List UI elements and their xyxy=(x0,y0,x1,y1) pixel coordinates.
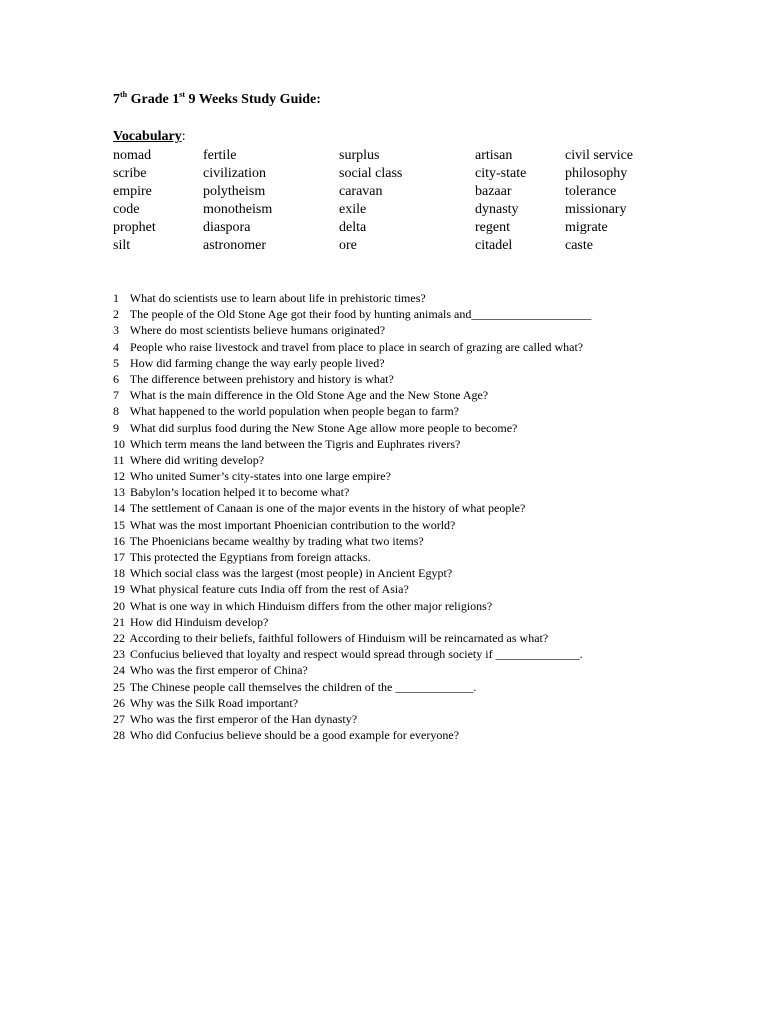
question-item xyxy=(113,403,591,419)
question-item xyxy=(113,371,591,387)
question-number: 3 xyxy=(113,323,119,338)
question-text: Why was the Silk Road important? xyxy=(127,695,299,710)
question-text: Where do most scientists believe humans originated? xyxy=(127,323,386,338)
vocab-term: regent xyxy=(475,220,510,235)
question-text: How did farming change the way early people lived? xyxy=(127,355,385,370)
question-number: 25 xyxy=(113,679,125,694)
question-number: 4 xyxy=(113,339,119,354)
question-item xyxy=(113,565,591,581)
vocab-term: caravan xyxy=(339,184,383,199)
vocab-term: code xyxy=(113,202,140,217)
question-number: 5 xyxy=(113,355,119,370)
question-text: According to their beliefs, faithful followers of Hinduism will be reincarnated as what? xyxy=(127,630,549,645)
question-item xyxy=(113,662,591,678)
vocab-term: missionary xyxy=(565,202,627,217)
title-term-superscript: st xyxy=(179,90,186,99)
vocab-term: polytheism xyxy=(203,184,266,199)
question-number: 12 xyxy=(113,469,125,484)
question-text: Who was the first emperor of China? xyxy=(127,663,308,678)
question-text: The Chinese people call themselves the children of the _____________. xyxy=(127,679,477,694)
question-list xyxy=(113,290,591,743)
question-text: Which social class was the largest (most people) in Ancient Egypt? xyxy=(127,566,453,581)
question-number: 21 xyxy=(113,614,125,629)
vocab-term: empire xyxy=(113,184,152,199)
question-item xyxy=(113,711,591,727)
vocab-term: citadel xyxy=(475,238,513,253)
vocab-term: dynasty xyxy=(475,202,519,217)
vocab-term: prophet xyxy=(113,220,156,235)
question-text: Confucius believed that loyalty and respect would spread through society if ______________. xyxy=(127,647,583,662)
title-grade-superscript: th xyxy=(120,90,128,99)
question-item xyxy=(113,322,591,338)
question-number: 13 xyxy=(113,485,125,500)
question-text: Who united Sumer’s city-states into one large empire? xyxy=(127,469,391,484)
question-item xyxy=(113,484,591,500)
vocabulary-heading xyxy=(113,129,186,145)
vocab-term: civilization xyxy=(203,166,266,181)
vocab-term: monotheism xyxy=(203,202,273,217)
vocab-term: fertile xyxy=(203,148,237,163)
question-item xyxy=(113,306,591,322)
question-number: 15 xyxy=(113,517,125,532)
question-number: 23 xyxy=(113,647,125,662)
question-text: Where did writing develop? xyxy=(127,452,265,467)
vocab-term: caste xyxy=(565,238,593,253)
question-number: 17 xyxy=(113,550,125,564)
title-rest: 9 Weeks Study Guide: xyxy=(185,92,321,107)
question-item xyxy=(113,500,591,516)
vocabulary-grid xyxy=(113,147,675,255)
vocab-term: delta xyxy=(339,220,367,235)
vocab-term: artisan xyxy=(475,148,513,163)
question-item xyxy=(113,355,591,371)
question-item xyxy=(113,468,591,484)
question-text: What is one way in which Hinduism differs from the other major religions? xyxy=(127,598,493,613)
question-item xyxy=(113,420,591,436)
question-item xyxy=(113,630,591,646)
question-text: What was the most important Phoenician contribution to the world? xyxy=(127,517,456,532)
question-number: 19 xyxy=(113,582,125,597)
vocab-term: city-state xyxy=(475,166,527,181)
vocab-term: bazaar xyxy=(475,184,512,199)
title-grade-number: 7 xyxy=(113,92,120,107)
question-text: What physical feature cuts India off from the rest of Asia? xyxy=(127,582,409,597)
vocab-term: diaspora xyxy=(203,220,251,235)
question-text: This protected the Egyptians from foreign attacks. xyxy=(127,550,371,564)
vocab-term: migrate xyxy=(565,220,608,235)
question-number: 14 xyxy=(113,501,125,516)
question-item xyxy=(113,695,591,711)
question-text: Who did Confucius believe should be a good example for everyone? xyxy=(127,728,460,743)
question-text: The people of the Old Stone Age got their food by hunting animals and____________________ xyxy=(127,307,592,322)
question-item xyxy=(113,614,591,630)
vocabulary-heading-colon: : xyxy=(181,129,186,144)
question-text: People who raise livestock and travel from place to place in search of grazing are called what? xyxy=(127,339,584,354)
question-text: Who was the first emperor of the Han dynasty? xyxy=(127,711,358,726)
question-item xyxy=(113,452,591,468)
question-text: The Phoenicians became wealthy by trading what two items? xyxy=(127,533,424,548)
page-title xyxy=(113,92,321,108)
vocab-term: ore xyxy=(339,238,357,253)
vocab-term: surplus xyxy=(339,148,380,163)
question-number: 8 xyxy=(113,404,119,419)
question-text: What did surplus food during the New Stone Age allow more people to become? xyxy=(127,420,518,435)
question-text: What do scientists use to learn about life in prehistoric times? xyxy=(127,291,426,305)
question-item xyxy=(113,339,591,355)
question-text: How did Hinduism develop? xyxy=(127,614,269,629)
vocab-term: scribe xyxy=(113,166,147,181)
question-item xyxy=(113,436,591,452)
vocab-term: exile xyxy=(339,202,367,217)
question-number: 11 xyxy=(113,452,125,467)
question-text: The settlement of Canaan is one of the major events in the history of what people? xyxy=(127,501,526,516)
question-item xyxy=(113,290,591,306)
question-number: 10 xyxy=(113,436,125,451)
vocab-term: tolerance xyxy=(565,184,617,199)
vocab-term: social class xyxy=(339,166,403,181)
vocab-term: silt xyxy=(113,238,131,253)
question-text: What happened to the world population when people began to farm? xyxy=(127,404,460,419)
question-item xyxy=(113,533,591,549)
question-item xyxy=(113,387,591,403)
vocab-term: philosophy xyxy=(565,166,628,181)
question-number: 16 xyxy=(113,533,125,548)
question-text: Which term means the land between the Tigris and Euphrates rivers? xyxy=(127,436,461,451)
question-item xyxy=(113,598,591,614)
question-number: 7 xyxy=(113,388,119,403)
question-number: 24 xyxy=(113,663,125,678)
question-text: What is the main difference in the Old Stone Age and the New Stone Age? xyxy=(127,388,489,403)
question-number: 1 xyxy=(113,291,119,305)
question-item xyxy=(113,581,591,597)
question-number: 18 xyxy=(113,566,125,581)
question-number: 28 xyxy=(113,728,125,743)
question-item xyxy=(113,727,591,743)
vocab-term: nomad xyxy=(113,148,152,163)
question-item xyxy=(113,679,591,695)
question-number: 22 xyxy=(113,630,125,645)
question-number: 2 xyxy=(113,307,119,322)
question-number: 20 xyxy=(113,598,125,613)
title-grade-word: Grade 1 xyxy=(127,92,180,107)
question-number: 27 xyxy=(113,711,125,726)
question-number: 26 xyxy=(113,695,125,710)
question-number: 9 xyxy=(113,420,119,435)
vocab-term: astronomer xyxy=(203,238,266,253)
question-number: 6 xyxy=(113,371,119,386)
vocab-term: civil service xyxy=(565,148,634,163)
question-item xyxy=(113,549,591,565)
vocabulary-heading-label: Vocabulary xyxy=(113,129,182,144)
question-text: Babylon’s location helped it to become what? xyxy=(127,485,350,500)
question-item xyxy=(113,517,591,533)
question-text: The difference between prehistory and history is what? xyxy=(127,371,394,386)
question-item xyxy=(113,646,591,662)
